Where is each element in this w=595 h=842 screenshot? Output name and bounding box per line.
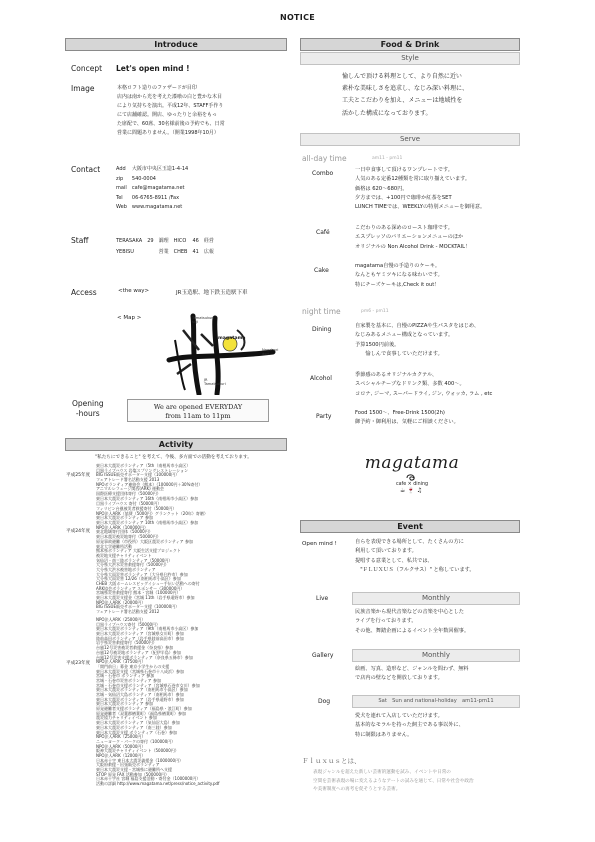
magatama-icon [405,473,419,482]
contact-value: 大阪市中央区玉造1-4-14 [131,166,189,172]
map-mark-top: Tamatsukuri suji [192,316,214,325]
logo-wordmark: magatama [364,453,460,473]
map-mark-bottom: JR Tamatsukuri [204,378,226,387]
glass-icon: 🍷 [407,487,417,494]
staff-age: 41 [192,248,199,255]
food-drink-heading: Food & Drink [300,38,520,51]
cafe-label: Café [316,229,330,236]
staff-name: CHEB [173,248,188,255]
activity-list: NPO法人ARK（25000円） 目黒ライブハウス寄付（50000円） 東日本大震災ボランティア（9th（南相馬市小高区）参加 東日本大震災ボランティア（宮城県女川町）参加 陸前高田ボランティア（岩手県陸前高田市）参加 岩手県災害救援寄付（50000円） 台風12号災害被災者救援金（奈良県）参加 台風12号被災地ボランティア（紀伊半島）参加 台風12号災害支援ボランティア（奈良県五條市）参加 NPO法人ARK（37500円） 「開門前日」募金 東京小学生からの支援 東日本大震災支援（宮城県石巻市十八成浜）参加 宮城・石巻市 ボランティア 参加 宮城・石巻市災害ボランティア 参加 宮城・石巻市支援ボランティア（宮城県石巻市女川）参加 東日本大震災ボランティア（南相馬市小高区）参加 宮城・気仙沼大島ボランティア（南相馬市）参加 東日本大震災ボランティア（岩手県遠野市）参加 東日本大震災ボランティア 参加 原発避難者支援ボランティア（福島県・浪江町）参加 原発避難者（双葉郡楢葉町）（福島県楢葉町）参加 震災協力チャリティイベント 参加 東日本大震災ボランティア（気仙沼大島）参加 東日本大震災ボランティア（南三陸）参加 東日本大震災支援 ボランティア（石巻）参加 NPO法人ARK（25000円） ニューヨーク・パークの寄付（100000円） NPO法人ARK（50000円） 阪神大震災チャリティイベント（500000円） NPO法人ARK（12000円） 日本赤十字 東日本大震災義援金（1000000円） 大阪府救援・出張販売ボランティア 東日本大震災支援・宮城県に避難所へ支援 STOP 原発 FAX 活動参加（500000円） 日本赤十字社 宮城 福島支援活動・寄付金（1000000円） 活動の詳細 http://www.magatama.net/press/notice_activity.pdf [96,617,220,787]
night-title: night time [302,307,341,316]
live-frequency: Monthly [352,592,520,605]
open-mind-text: 自らを表現できる場所として、たくさんの方に 利用して頂いております。 提唱する意業として、私共では、 "ＦＬＵＸＵＳ（フルクサス）" と称しています。 [355,539,475,573]
access-way: <the way> [118,288,150,294]
combo-text: 一日中食事して頂けるワンプレートです。 人気のある定番12種類を常に取り揃えています。 価格は 620～680円。 夕方までは、+100円で珈琲か紅茶をSET LUNCH TIMEでは、WEEKLYの特別メニューを御用意。 [355,167,486,211]
dog-schedule: Sat Sun and national-holiday am11-pm11 [352,695,520,708]
allday-hours: am11 - pm11 [372,156,403,161]
access-text: JR玉造駅、地下鉄玉造駅下車 [176,290,248,296]
staff-name: TERASAKA [116,238,143,244]
staff-role: 広報 [203,248,214,255]
contact-row-web [116,203,193,213]
contact-key: Tel [116,194,123,201]
staff-age [147,247,158,258]
cake-text: magatama自慢の手造りのケーキ。 なんともヤミツキになる味わいです。 特にチーズケーキは,Check it out！ [355,263,443,288]
alcohol-text: 季節感のあるオリジナルカクテル、 スペシャルチープなドリンク類、多数 400～。 コロナ, ジーマ, スーパードライ, ジン, ウォッカ, ラム , etc [355,372,493,397]
live-label: Live [316,595,329,602]
activity-intro: "私たちにできること" を考えて、今後、多方面での活動を考えております。 [95,455,252,460]
night-hours: pm6 - pm11 [361,309,389,314]
introduce-heading: Introduce [65,38,287,51]
contact-table [116,165,193,213]
dog-label: Dog [318,698,331,705]
contact-value: 06-6765-8911 /Fax [131,194,180,201]
dog-text: 愛犬を連れて入店していただけます。 基本的なモラルを持った飼主である事以外に、 特に制限はありません。 [355,713,464,738]
cafe-text: こだわりのある深めのロースト珈琲です。 エスプレッソのバリエーションメニューのほか オリジナルの Non Alcohol Drink - MOCKTAIL！ [355,225,471,250]
contact-key: Web [116,204,127,210]
staff-role: 営業 [158,248,169,255]
activity-heading: Activity [65,438,287,451]
concept-label: Concept [71,64,103,73]
party-text: Food 1500～、Free-Drink 1500(2h) 御予約・御利用は、気軽にご相談ください。 [355,410,459,426]
contact-key: mail [116,185,127,191]
concept-value: Let's open mind ! [116,64,190,73]
staff-age: 29 [147,238,154,244]
activity-list: 東日本大震災ボランティア（5th（南相馬市小高区） 目黒ライブハウス 岩塩スプリングレストレーション BIG ISSUE販売サポーター支援（100000円） フェアトレード署名活動支援 2013 NPOボランティア連絡会（熊本）（100000円＋30%寄付） アニマルレフュージ関西(ARK) 運動会 国際医療支援団体寄付（50000円） 東日本大震災ボランティア 16th（南相馬市小高区）参加 目黒ライブハウス 寄付（50000円） [96,463,203,506]
staff-label: Staff [71,236,89,245]
magatama-logo [362,453,462,494]
contact-row-tel [116,194,193,204]
map-mark-right: Nagahori dori [262,348,279,357]
access-label: Access [71,288,97,297]
staff-name: YEBISU [116,248,134,255]
party-label: Party [316,413,332,420]
page-title: NOTICE [279,13,316,22]
combo-label: Combo [312,170,334,177]
opening-hours-label: Opening -hours [72,399,104,418]
hours-line-1: We are opened EVERYDAY [153,403,243,411]
activity-year: 平成24年度 [66,529,91,534]
contact-label: Contact [71,165,101,174]
serve-subheading: Serve [300,133,520,146]
contact-key: zip [116,175,124,182]
cup-icon: ☕ [399,487,408,494]
alcohol-label: Alcohol [310,375,332,382]
staff-name: HICO [173,238,187,244]
hours-line-2: from 11am to 11pm [165,412,231,420]
staff-table [116,236,219,257]
activity-year: 平成25年度 [66,473,91,478]
image-label: Image [71,84,95,93]
music-icon: ♫ [416,487,425,494]
style-text: 愉しんで頂ける料理として、より自然に近い 素朴な美味しさを追求し、なじみ深い料理に、 工夫とこだわりを加え、メニューは地域性を 活かした構成になっております。 [342,73,469,117]
live-text: 民族音楽から現代音楽などの音楽を中心とした ライブを行っております。 その他、舞踏企画によるイベント全年数回催事。 [355,609,470,634]
staff-role: 調理 [158,238,169,244]
staff-role: 経営 [203,238,214,244]
staff-age: 46 [192,238,199,244]
contact-row-mail [116,184,193,194]
logo-subtitle: cafe × dining [395,482,429,487]
contact-row-zip [116,175,193,185]
event-heading: Event [300,520,520,533]
activity-year: 平成23年度 [66,661,91,666]
map-mark-center: magatama [218,336,246,341]
logo-icons [362,487,462,494]
image-description: 本格ロフト造りのファザードが目印 店内は南から光を考えた漆喰の白と豊かな木目 により気持ちを演出。平成12年、STAFF手作り にて店舗確認。開店、ゆったりと余裕をもっ た席配で、60席、30名様前後の予約でも、日常 営業に問題ありません。（開業1998年10月） [117,85,225,136]
staff-row [116,247,219,258]
fluxus-text: 表現ジャンルを超えた新しい芸術的運動を試み、イベントや日常の 空間を芸術表現の場に変えるようなアートの試みを通じて、日常や社会や政治 や美術制度への再考を促そうとする芸術。 [313,770,474,792]
staff-row [116,236,219,247]
fluxus-title: Ｆｌｕｘｕｓとは、 [302,757,361,765]
open-mind-label: Open mind ! [302,541,337,547]
gallery-text: 絵画、写真、造形など、ジャンルを問わず、無料 で店内の壁などを開放しております。 [355,666,469,682]
dining-label: Dining [312,326,332,333]
contact-value[interactable]: cafe@magatama.net [131,185,185,191]
gallery-frequency: Monthly [352,649,520,662]
opening-hours-box [127,399,269,422]
contact-value: 540-0004 [131,175,156,182]
contact-key: Add [116,166,126,172]
activity-list: フィリピン台風被災者救援寄付（50000円） NPO法人ARK（協賛（5000円）グランクット（20年）寄贈） 東日本大震災ボランティア 参加 東日本大震災ボランティア 10th（南相馬市小高区）参加 NPO法人ARK（100000円） 東北地域寄付団体（50000円） 東日本震災被災地寄付（50000円） 原発事故避難（市役所）大阪区震災ボランティア 参加 東北大学避難所活動 熊本県ボランティア 大阪生活支援プロジェクト 被災地支援チャリティイベント 気仙沼・南三陸ボランティア（50000円） 大分県大洪水災害救援寄付（50000円） 大分県大洪水被害地ボランティア 大分県大雨災害ボランティア（大分県臼杵市）参加 大分県大雨災害 12/26（南相馬市小高区）参加 CHEB 大阪ホームレスビッグイシュー手伝い活動への寄付 ARK協会ボランティア スポンサー（300000円） 宮城県災害救援寄付 熊本・宮城（100000円） 東日本大震災支援金（宮城 11th（岩手県遠野市）参加 NPO法人ARK（20000円） BIG ISSUE販売サポーター支援（100000円） フェアトレード署名活動支援 2012 [96,506,208,615]
contact-value[interactable]: www.magatama.net [131,204,183,210]
gallery-label: Gallery [312,652,334,659]
contact-row-address [116,165,193,175]
style-subheading: Style [300,52,520,65]
dining-text: 自家製を基本に、自慢のPIZZAや生パスタをはじめ、 なじみあるメニュー構成となっています。 予算1500円前後。 愉しんで食事していただけます。 [355,323,480,357]
allday-title: all-day time [302,154,347,163]
map-label: < Map > [117,315,142,321]
cake-label: Cake [314,267,329,274]
